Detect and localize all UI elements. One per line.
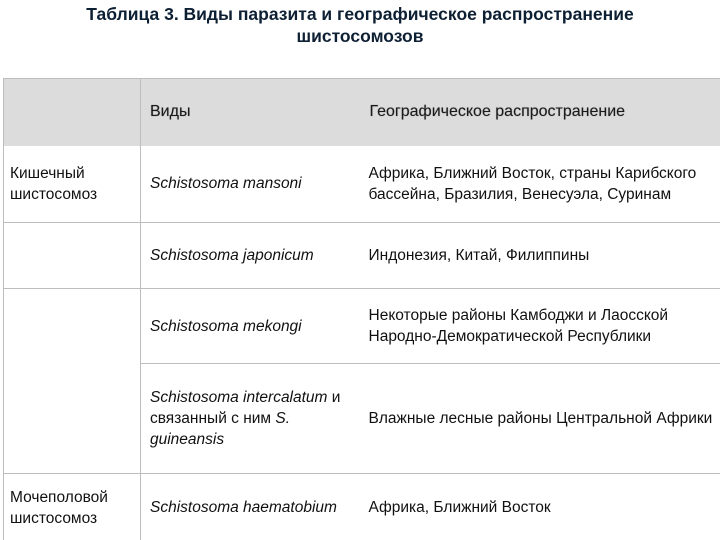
species-name-part: Schistosoma haematobium [150, 499, 337, 517]
species-name-part: Schistosoma intercalatum [150, 389, 328, 406]
header-row [4, 79, 720, 146]
species-name-part: Schistosoma mekongi [150, 317, 302, 335]
schistosomiasis-table [3, 78, 720, 540]
species-name-part: и связанный с ним [150, 389, 341, 427]
disease-cell [4, 289, 141, 364]
distribution-cell: Африка, Ближний Восток [368, 499, 551, 517]
species-cell [141, 474, 360, 540]
header-cell-empty [4, 79, 141, 146]
distribution-cell: Влажные лесные районы Центральной Африки [360, 364, 720, 474]
table-row [4, 146, 720, 223]
species-cell [141, 364, 360, 474]
title-line-2: шистосомозов [296, 26, 424, 46]
header-cell-species: Виды [141, 79, 360, 146]
species-name-part: Schistosoma mansoni [150, 175, 302, 193]
table-title [0, 0, 720, 47]
disease-cell: Кишечный шистосомоз [4, 146, 141, 223]
distribution-cell: Африка, Ближний Восток, страны Карибского бассейна, Бразилия, Венесуэла, Суринам [360, 146, 720, 223]
distribution-cell: Некоторые районы Камбоджи и Лаосской Народно-Демократической Республики [360, 289, 720, 364]
schistosomiasis-table-container [3, 78, 719, 540]
disease-cell: Мочеполовой шистосомоз [4, 474, 141, 540]
header-cell-distribution: Географическое распространение [360, 79, 720, 146]
species-cell [141, 289, 360, 364]
table-row [4, 474, 720, 540]
disease-cell [4, 364, 141, 474]
table-row [4, 223, 720, 289]
species-cell [141, 146, 360, 223]
species-name-part: Schistosoma japonicum [150, 247, 314, 264]
title-line-1: Таблица 3. Виды паразита и географическое распространение [86, 4, 634, 24]
species-cell [141, 223, 360, 289]
distribution-cell: Индонезия, Китай, Филиппины [360, 223, 720, 289]
table-row [4, 289, 720, 364]
table-row [4, 364, 720, 474]
disease-cell [4, 223, 141, 289]
species-name-part: S. guineansis [150, 410, 291, 448]
